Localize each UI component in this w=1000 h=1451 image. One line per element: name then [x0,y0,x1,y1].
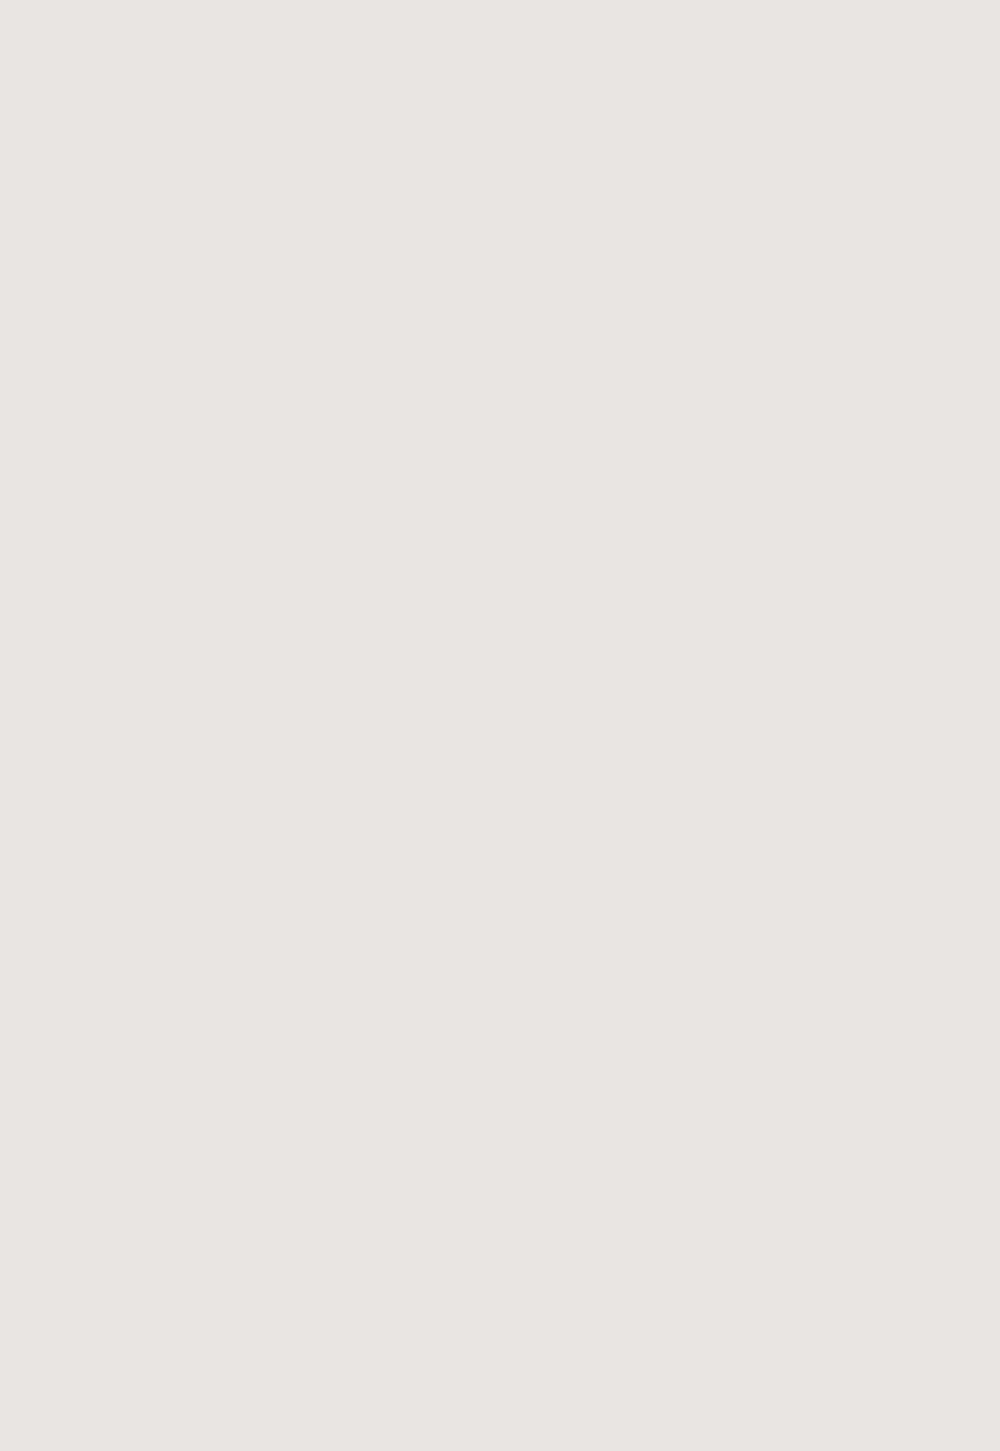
running-head [0,103,1000,133]
